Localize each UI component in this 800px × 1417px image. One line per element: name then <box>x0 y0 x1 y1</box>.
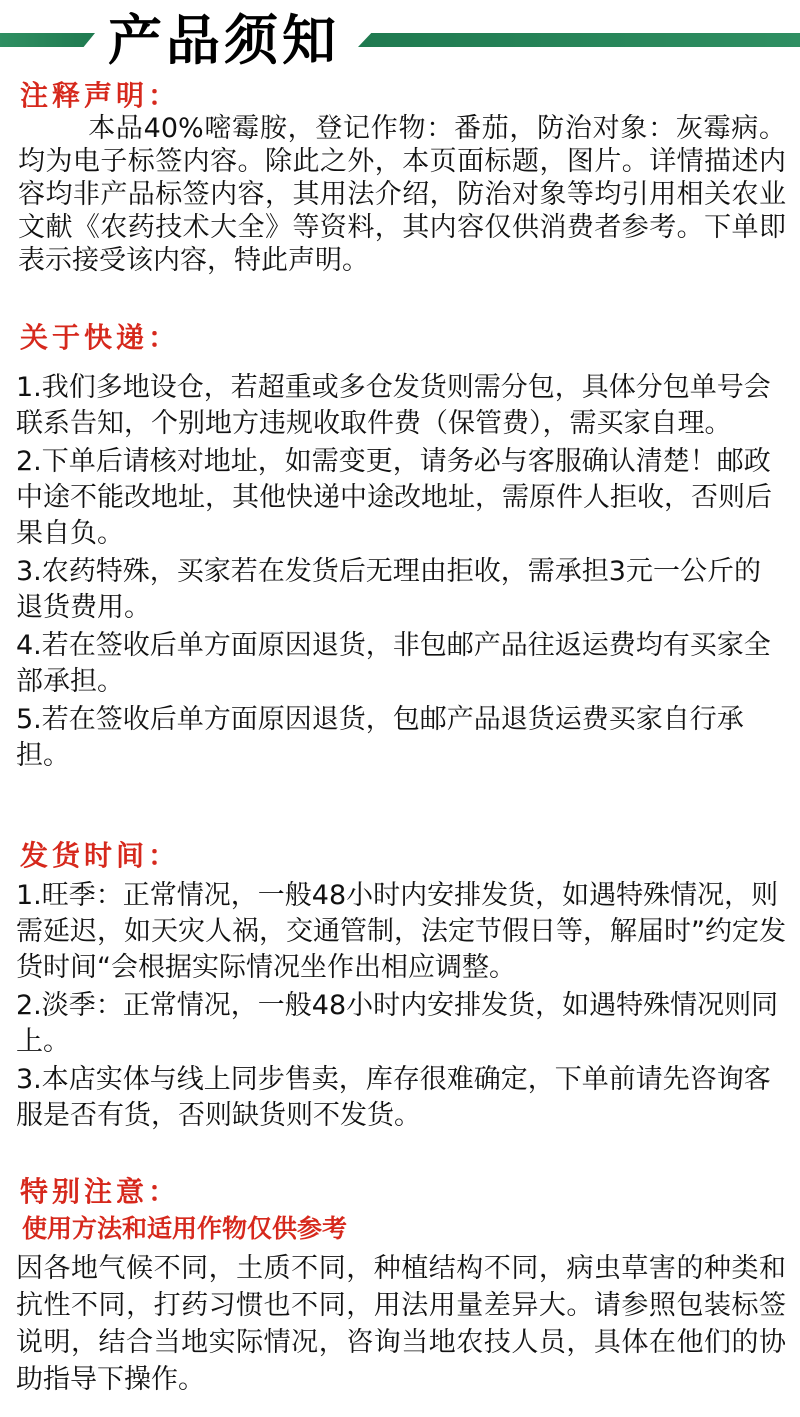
express-item: 4.若在签收后单方面原因退货，非包邮产品往返运费均有买家全部承担。 <box>16 630 771 697</box>
shipping-heading: 发货时间： <box>20 839 181 872</box>
shipping-list <box>16 878 786 1136</box>
express-item: 1.我们多地设仓，若超重或多仓发货则需分包，具体分包单号会联系告知，个别地方违规收取件费（保管费），需买家自理。 <box>16 372 771 439</box>
special-subheading: 使用方法和适用作物仅供参考 <box>22 1214 348 1243</box>
special-heading: 特别注意： <box>20 1175 181 1208</box>
special-body: 因各地气候不同，土质不同，种植结构不同，病虫草害的种类和抗性不同，打药习惯也不同，用法用量差异大。请参照包装标签说明，结合当地实际情况，咨询当地农技人员，具体在他们的协助指导下操作。 <box>16 1253 786 1395</box>
shipping-item: 2.淡季：正常情况，一般48小时内安排发货，如遇特殊情况则同上。 <box>16 990 779 1057</box>
express-list <box>16 370 786 776</box>
page-header <box>0 0 800 80</box>
shipping-item: 1.旺季：正常情况，一般48小时内安排发货，如遇特殊情况，则需延迟，如天灾人祸，交通管制，法定节假日等，解届时”约定发货时间“会根据实际情况坐作出相应调整。 <box>16 880 786 983</box>
express-heading: 关于快递： <box>20 321 181 354</box>
header-right-stripe <box>358 33 800 47</box>
header-left-stripe <box>0 33 95 47</box>
express-item: 3.农药特殊，买家若在发货后无理由拒收，需承担3元一公斤的退货费用。 <box>16 556 761 623</box>
express-item: 5.若在签收后单方面原因退货，包邮产品退货运费买家自行承担。 <box>16 704 744 771</box>
notice-heading: 注释声明： <box>20 79 181 112</box>
shipping-item: 3.本店实体与线上同步售卖，库存很难确定，下单前请先咨询客服是否有货，否则缺货则不发货。 <box>16 1064 771 1131</box>
express-item: 2.下单后请核对地址，如需变更，请务必与客服确认清楚！邮政中途不能改地址，其他快递中途改地址，需原件人拒收，否则后果自负。 <box>16 446 772 549</box>
notice-body: 本品40%嘧霉胺，登记作物：番茄，防治对象：灰霉病。均为电子标签内容。除此之外，本页面标题，图片。详情描述内容均非产品标签内容，其用法介绍，防治对象等均引用相关农业文献《农药技术大全》等资料，其内容仅供消费者参考。下单即表示接受该内容，特此声明。 <box>18 113 786 276</box>
page-title: 产品须知 <box>108 9 340 72</box>
